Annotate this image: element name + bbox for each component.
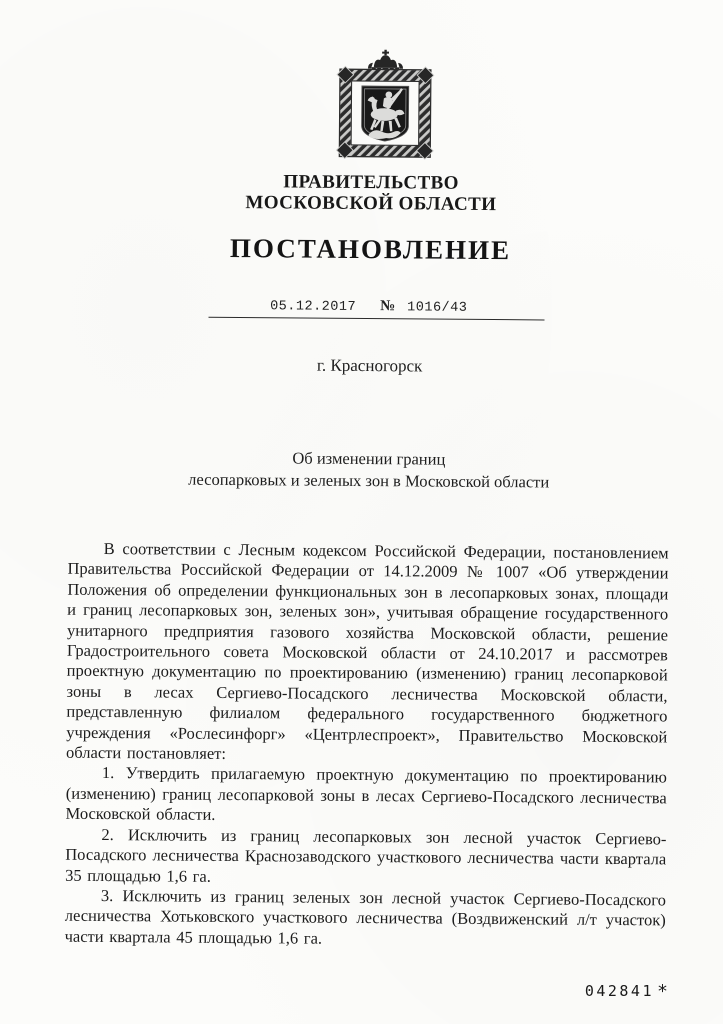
document-date: 05.12.2017 (270, 299, 357, 315)
document-subject (68, 446, 669, 494)
stamp-digits: 042841 (584, 982, 654, 1000)
resolution-item-2: 2. Исключить из границ лесопарковых зон лесной участок Сергиево-Посадского лесничества Краснозаводского участкового лесничества части квартала 35 площадью 1,6 га. (65, 824, 667, 886)
document-body (65, 539, 669, 952)
document-type-title: ПОСТАНОВЛЕНИЕ (229, 232, 512, 266)
moscow-oblast-coat-of-arms-icon (330, 48, 439, 161)
resolution-item-1: 1. Утвердить прилагаемую проектную документацию по проектированию (изменению) границ лесопарковой зоны в лесах Сергиево-Посадского лесничества Московской области. (65, 763, 667, 825)
resolution-item-3: 3. Исключить из границ зеленых зон лесной участок Сергиево-Посадского лесничества Хотьковского участкового лесничества (Воздвиженский л/т участок) части квартала 45 площадью 1,6 га. (64, 885, 667, 948)
stamp-asterisk-icon: * (658, 981, 667, 1002)
subject-line2: лесопарковых и зеленых зон в Московской области (188, 469, 550, 491)
authority-name (70, 170, 671, 217)
preamble-paragraph: В соответствии с Лесным кодексом Российской Федерации, постановлением Правительства Российской Федерации от 14.12.2009 № 1007 «Об утверждении Положения об определении функциональных зон в лесопарковых зонах, площади и границ лесопарковых зон, зеленых зон», учитывая обращение государственного унитарного предприятия газового хозяйства Московской области, решение Градостроительного совета Московской области от 24.10.2017 и рассмотрев проектную документацию по проектированию (изменению) границ лесопарковой зоны в лесах Сергиево-Посадского лесничества Московской области, представленную филиалом федерального государственного бюджетного учреждения «Рослесинфорг» «Центрлеспроект», Правительство Московской области постановляет: (66, 538, 669, 764)
issuing-city: г. Красногорск (316, 355, 423, 376)
subject-line1: Об изменении границ (292, 448, 446, 469)
registration-stamp-number (585, 981, 667, 1002)
number-sign: № (380, 298, 396, 315)
document-number: 1016/43 (407, 300, 468, 316)
authority-line1: ПРАВИТЕЛЬСТВО (283, 171, 459, 194)
date-number-line (208, 297, 544, 321)
authority-line2: МОСКОВСКОЙ ОБЛАСТИ (245, 192, 497, 216)
